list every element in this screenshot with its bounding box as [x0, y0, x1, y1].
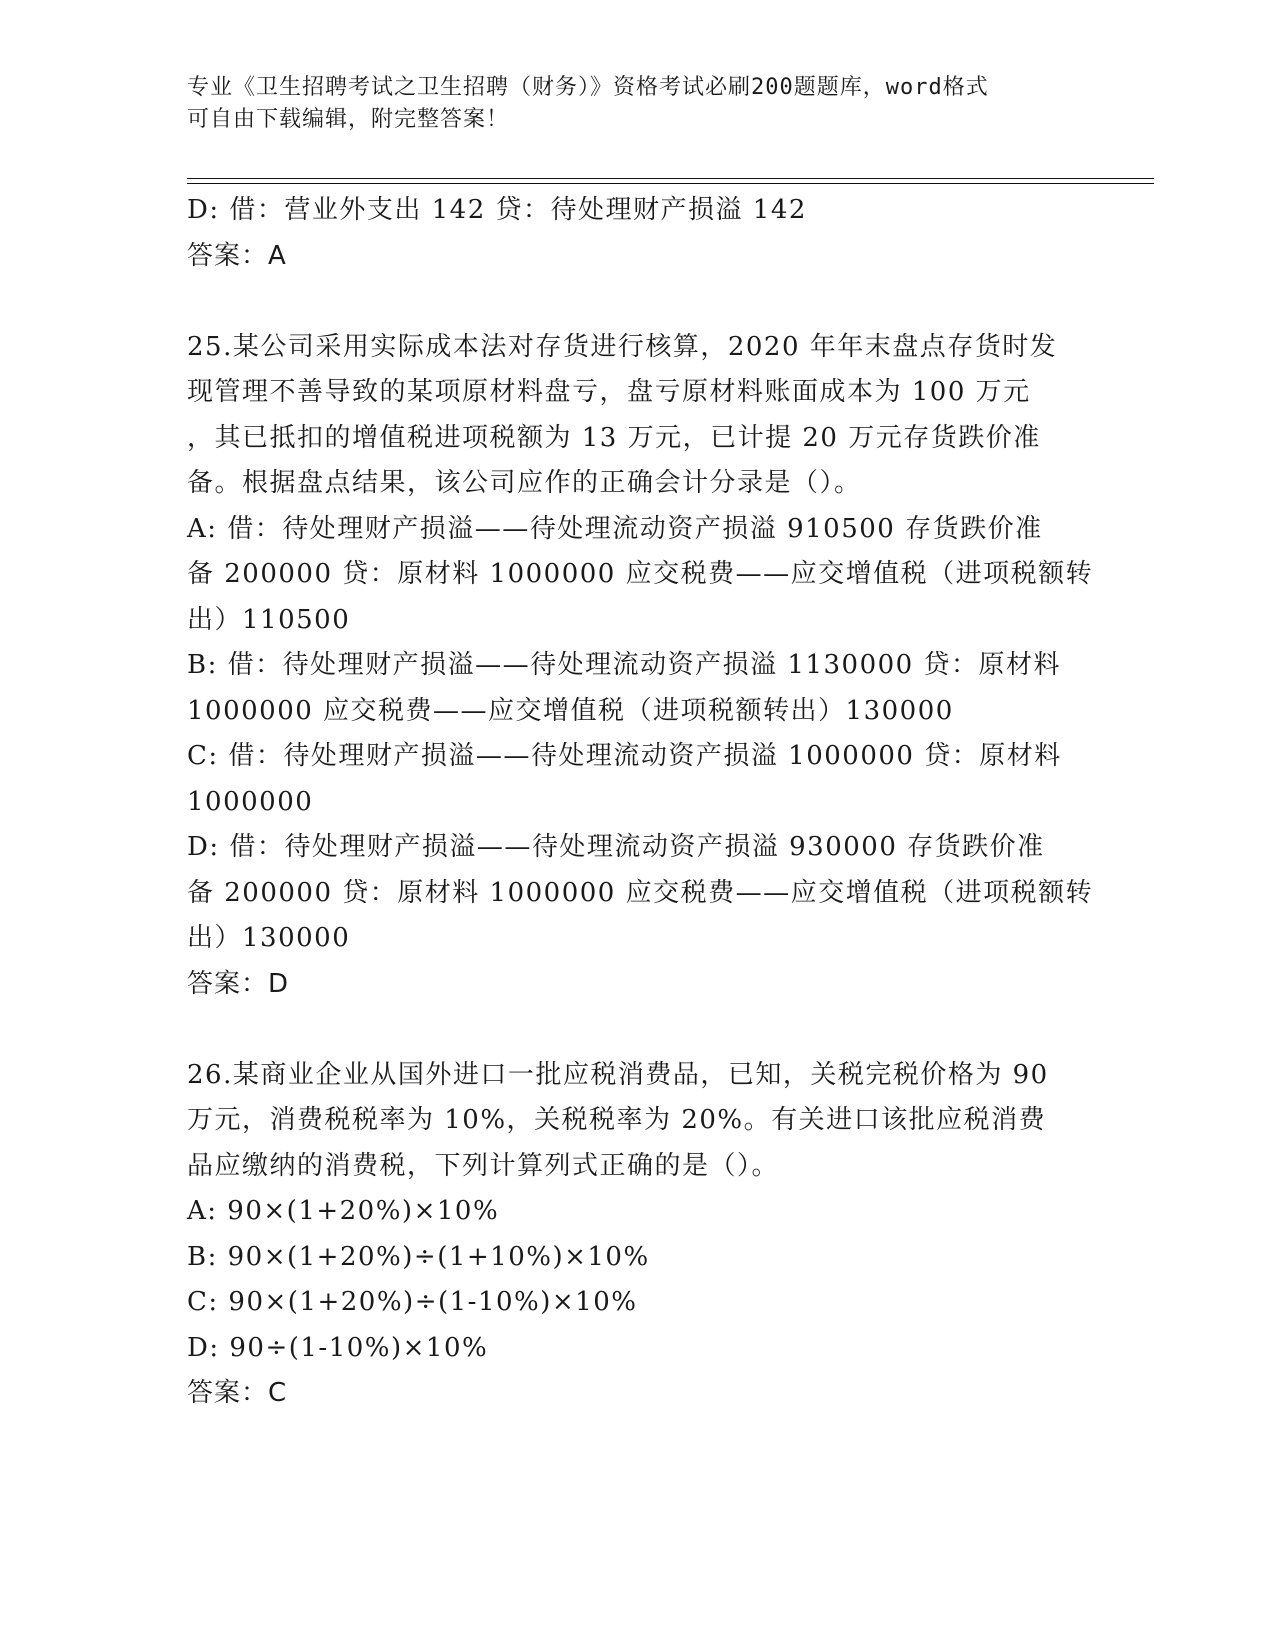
q26-stem-line: 品应缴纳的消费税，下列计算列式正确的是（）。 [187, 1150, 780, 1181]
q26-option-a: A: 90×(1+20%)×10% [187, 1196, 500, 1226]
q25-option-d-line: 备 200000 贷：原材料 1000000 应交税费——应交增值税（进项税额转 [187, 877, 1094, 908]
q25-option-d-line: D: 借：待处理财产损溢——待处理流动资产损溢 930000 存货跌价准 [187, 832, 1045, 862]
page-header [187, 72, 1087, 136]
q26-option-b: B: 90×(1+20%)÷(1+10%)×10% [187, 1241, 650, 1272]
header-title-line-2: 可自由下载编辑，附完整答案！ [187, 107, 510, 132]
spacer [187, 279, 1087, 325]
header-title-line-1: 专业《卫生招聘考试之卫生招聘（财务）》资格考试必刷200题题库，word格式 [187, 75, 989, 100]
q25-option-c-line: 1000000 [187, 786, 314, 817]
q26-answer: 答案：C [187, 1378, 288, 1408]
q25-option-a-line: 备 200000 贷：原材料 1000000 应交税费——应交增值税（进项税额转 [187, 559, 1094, 589]
prev-question-option-d: D: 借：营业外支出 142 贷：待处理财产损溢 142 [187, 195, 807, 225]
question-26 [187, 1053, 1087, 1417]
q26-stem-line: 万元，消费税税率为 10%，关税税率为 20%。有关进口该批应税消费 [187, 1105, 1047, 1135]
prev-question-answer: 答案：A [187, 240, 287, 271]
question-25 [187, 325, 1094, 1008]
header-divider-top [187, 178, 1154, 179]
q25-option-b-line: 1000000 应交税费——应交增值税（进项税额转出）130000 [187, 695, 954, 726]
q25-option-b-line: B: 借：待处理财产损溢——待处理流动资产损溢 1130000 贷：原材料 [187, 650, 1061, 680]
q25-stem-line: ，其已抵扣的增值税进项税额为 13 万元，已计提 20 万元存货跌价准 [187, 422, 1041, 453]
q26-option-d: D: 90÷(1-10%)×10% [187, 1332, 489, 1363]
q25-option-c-line: C: 借：待处理财产损溢——待处理流动资产损溢 1000000 贷：原材料 [187, 741, 1062, 771]
header-divider-bottom [187, 183, 1154, 184]
q26-stem-line: 26.某商业企业从国外进口一批应税消费品，已知，关税完税价格为 90 [187, 1059, 1049, 1090]
spacer [187, 1007, 1087, 1053]
q25-stem-line: 备。根据盘点结果，该公司应作的正确会计分录是（）。 [187, 468, 862, 498]
q25-option-a-line: 出）110500 [187, 604, 351, 635]
q25-option-d-line: 出）130000 [187, 923, 351, 953]
document-body [187, 188, 1094, 1417]
q25-stem-line: 25.某公司采用实际成本法对存货进行核算，2020 年年末盘点存货时发 [187, 331, 1058, 362]
q25-stem-line: 现管理不善导致的某项原材料盘亏，盘亏原材料账面成本为 100 万元 [187, 377, 1031, 407]
q25-answer: 答案：D [187, 968, 290, 999]
q26-option-c: C: 90×(1+20%)÷(1-10%)×10% [187, 1287, 638, 1317]
q25-option-a-line: A: 借：待处理财产损溢——待处理流动资产损溢 910500 存货跌价准 [187, 513, 1043, 544]
